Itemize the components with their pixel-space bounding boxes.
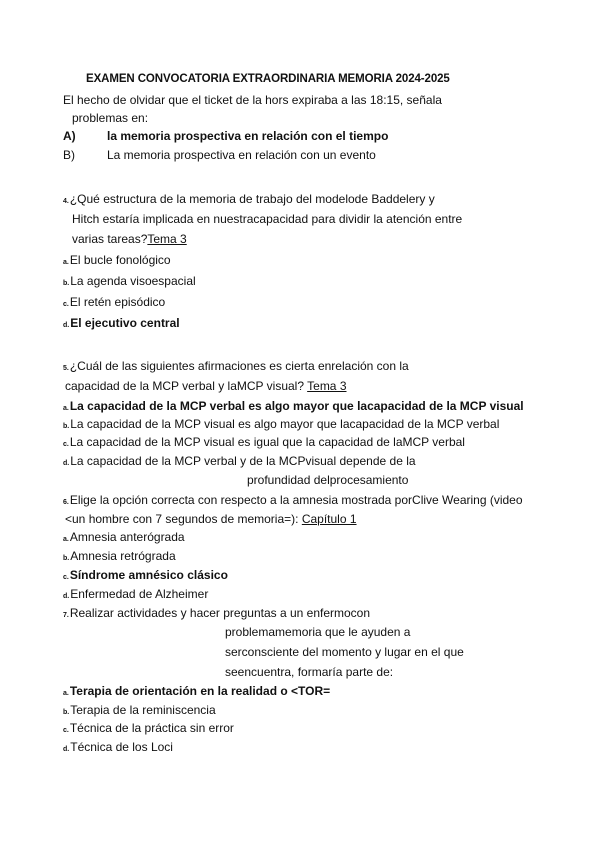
q0-option-b-label: B) — [63, 148, 75, 162]
q7-option-c — [63, 721, 234, 738]
q4-option-b-marker: b. — [63, 280, 70, 287]
q6-option-c-marker: c. — [63, 574, 69, 581]
q5-stem-line2 — [65, 379, 347, 393]
q5-option-c — [63, 435, 465, 452]
q4-option-c-marker: c. — [63, 301, 69, 308]
q7-option-c-text: Técnica de la práctica sin error — [69, 721, 234, 735]
q5-option-a — [63, 399, 524, 416]
q6-option-b — [63, 549, 176, 566]
q0-stem-line2: problemas en: — [72, 111, 149, 125]
q7-option-d — [63, 740, 173, 757]
q7-option-b-text: Terapia de la reminiscencia — [70, 703, 216, 717]
q5-number: 5. — [63, 365, 69, 372]
q5-option-c-marker: c. — [63, 441, 69, 448]
q6-stem-line2 — [65, 512, 357, 526]
q5-stem-line1 — [63, 359, 409, 376]
q7-stem-line4: seencuentra, formaría parte de: — [225, 665, 394, 679]
q6-option-a — [63, 530, 185, 547]
q6-reference: Capítulo 1 — [301, 512, 357, 526]
q5-option-d-text: La capacidad de la MCP verbal y de la MCPvisual depende de la — [70, 454, 416, 468]
q4-number: 4. — [63, 198, 69, 205]
q5-option-a-marker: a. — [63, 405, 69, 412]
q7-number: 7. — [63, 612, 69, 619]
q4-option-c-text: El retén episódico — [69, 295, 166, 309]
q4-stem-text1: ¿Qué estructura de la memoria de trabajo del modelode Baddelery y — [69, 192, 435, 206]
q4-option-a-marker: a. — [63, 259, 69, 266]
q4-stem-text3: varias tareas? — [72, 232, 148, 246]
q4-option-d — [63, 316, 180, 333]
q4-option-a-text: El bucle fonológico — [69, 253, 171, 267]
q4-option-c — [63, 295, 165, 312]
exam-title: EXAMEN CONVOCATORIA EXTRAORDINARIA MEMORIA 2024-2025 — [86, 73, 450, 85]
q5-option-a-text: La capacidad de la MCP verbal es algo mayor que lacapacidad de la MCP visual — [69, 399, 524, 413]
q7-stem-line2: problemamemoria que le ayuden a — [225, 625, 411, 639]
q4-option-d-text: El ejecutivo central — [70, 316, 180, 330]
q0-option-a-text: la memoria prospectiva en relación con el tiempo — [107, 129, 389, 143]
q7-option-a-text: Terapia de orientación en la realidad o <TOR= — [69, 684, 331, 698]
q5-stem-text1: ¿Cuál de las siguientes afirmaciones es cierta enrelación con la — [69, 359, 409, 373]
q6-number: 6. — [63, 499, 69, 506]
q4-reference: Tema 3 — [147, 232, 187, 246]
q4-option-d-marker: d. — [63, 322, 70, 329]
q7-option-b — [63, 703, 216, 720]
q0-option-b-text: La memoria prospectiva en relación con un evento — [107, 148, 376, 162]
q7-option-d-text: Técnica de los Loci — [70, 740, 173, 754]
q7-stem-line1 — [63, 606, 370, 623]
q0-option-a — [63, 129, 388, 143]
q4-option-b-text: La agenda visoespacial — [70, 274, 196, 288]
q6-option-b-text: Amnesia retrógrada — [70, 549, 176, 563]
q7-stem-text1: Realizar actividades y hacer preguntas a un enfermocon — [69, 606, 371, 620]
q4-stem-line1 — [63, 192, 435, 209]
q5-option-d-marker: d. — [63, 460, 70, 467]
q4-stem-line2: Hitch estaría implicada en nuestracapacidad para dividir la atención entre — [72, 212, 463, 226]
q6-option-d — [63, 587, 208, 604]
q6-option-d-text: Enfermedad de Alzheimer — [70, 587, 209, 601]
q6-option-d-marker: d. — [63, 593, 70, 600]
q4-option-a — [63, 253, 171, 270]
q4-stem-line3 — [72, 232, 187, 246]
q5-option-d — [63, 454, 416, 471]
q7-option-c-marker: c. — [63, 727, 69, 734]
q6-option-a-text: Amnesia anterógrada — [69, 530, 185, 544]
q5-option-b — [63, 417, 499, 434]
q5-option-c-text: La capacidad de la MCP visual es igual que la capacidad de laMCP verbal — [69, 435, 465, 449]
q7-option-a — [63, 684, 330, 701]
q6-stem-line1 — [63, 493, 523, 510]
q6-option-c — [63, 568, 228, 585]
q7-option-d-marker: d. — [63, 746, 70, 753]
q7-stem-line3: serconsciente del momento y lugar en el que — [225, 645, 464, 659]
q5-stem-text2: capacidad de la MCP verbal y laMCP visual? — [65, 379, 305, 393]
q6-option-a-marker: a. — [63, 536, 69, 543]
q0-option-a-label: A) — [63, 129, 76, 143]
q7-option-a-marker: a. — [63, 690, 69, 697]
q6-stem-text1: Elige la opción correcta con respecto a la amnesia mostrada porClive Wearing (video — [69, 493, 523, 507]
q0-stem-line1: El hecho de olvidar que el ticket de la hors expiraba a las 18:15, señala — [63, 93, 442, 107]
q0-option-b — [63, 148, 376, 162]
q5-option-b-text: La capacidad de la MCP visual es algo mayor que lacapacidad de la MCP verbal — [70, 417, 500, 431]
q5-reference: Tema 3 — [307, 379, 347, 393]
q4-option-b — [63, 274, 196, 291]
q6-stem-text2: <un hombre con 7 segundos de memoria=): — [65, 512, 299, 526]
q7-option-b-marker: b. — [63, 709, 70, 716]
q6-option-b-marker: b. — [63, 555, 70, 562]
q5-option-d-continuation: profundidad delprocesamiento — [247, 473, 409, 487]
q6-option-c-text: Síndrome amnésico clásico — [69, 568, 228, 582]
q5-option-b-marker: b. — [63, 423, 70, 430]
